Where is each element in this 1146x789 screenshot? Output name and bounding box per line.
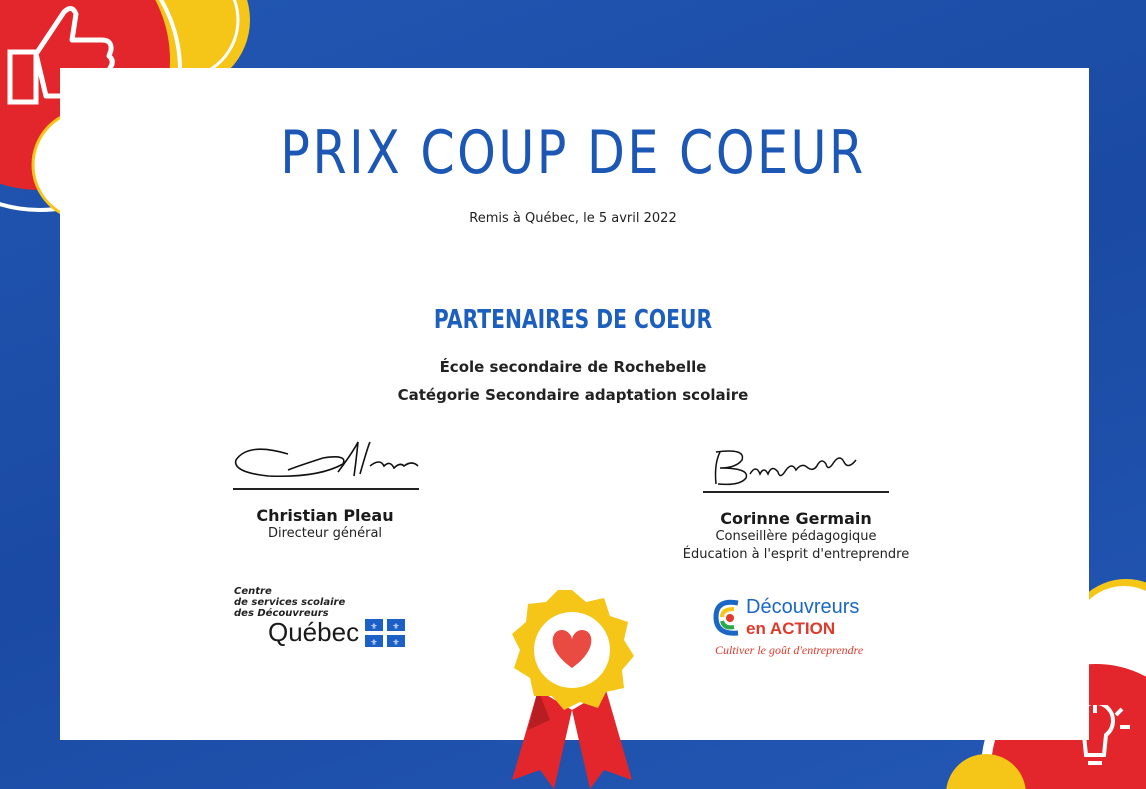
signatory-left xyxy=(200,506,450,543)
award-heading: PARTENAIRES DE COEUR xyxy=(433,305,713,335)
signature-line-right xyxy=(703,491,889,493)
svg-text:⚜: ⚜ xyxy=(370,621,378,631)
signatory-name: Christian Pleau xyxy=(256,506,394,525)
school-name: École secondaire de Rochebelle xyxy=(439,358,707,376)
quebec-wordmark: Québec xyxy=(268,617,360,647)
award-ribbon-icon xyxy=(492,580,652,789)
signatory-role-line2: Éducation à l'esprit d'entreprendre xyxy=(682,547,910,562)
signatory-role: Directeur général xyxy=(267,526,383,541)
decouvreurs-en-action-logo: Découvreurs en ACTION Cultiver le goût d'entreprendre xyxy=(712,596,902,658)
svg-text:⚜: ⚜ xyxy=(392,637,400,647)
css-decouvreurs-logo: Centre de services scolaire des Découvreurs Québec ⚜ ⚜ ⚜ ⚜ xyxy=(234,586,434,650)
signature-line-left xyxy=(233,488,419,490)
svg-text:⚜: ⚜ xyxy=(370,637,378,647)
signatory-right xyxy=(656,509,936,564)
certificate-title: PRIX COUP DE COEUR xyxy=(280,118,866,188)
award-date: Remis à Québec, le 5 avril 2022 xyxy=(469,211,677,226)
school-category: Catégorie Secondaire adaptation scolaire xyxy=(397,386,749,404)
signatory-name: Corinne Germain xyxy=(720,509,872,528)
signature-germain xyxy=(706,444,906,494)
dea-slogan: Cultiver le goût d'entreprendre xyxy=(715,643,864,657)
signature-pleau xyxy=(228,432,428,492)
signatory-role: Conseillère pédagogique xyxy=(715,529,877,544)
dea-emblem-icon xyxy=(712,599,742,637)
quebec-flag-icon xyxy=(365,619,405,647)
svg-text:⚜: ⚜ xyxy=(392,621,400,631)
